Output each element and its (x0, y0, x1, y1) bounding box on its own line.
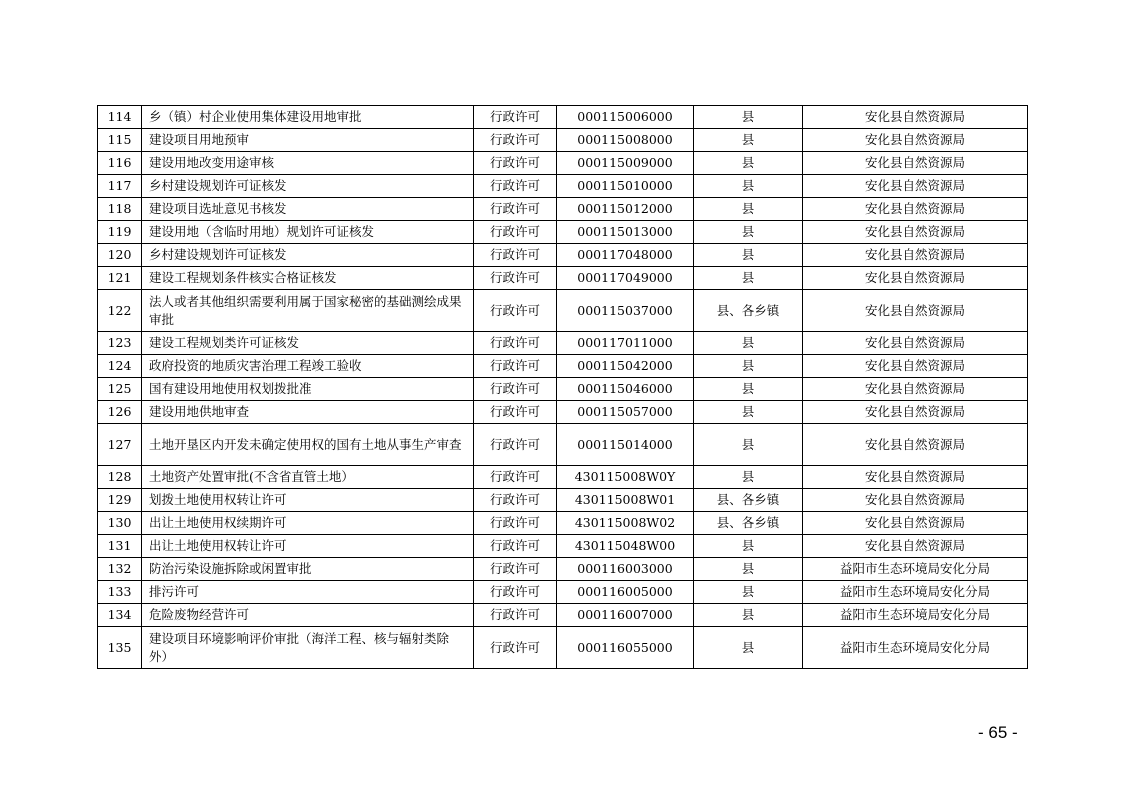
item-name: 建设项目环境影响评价审批（海洋工程、核与辐射类除外） (142, 627, 474, 669)
table-row (98, 267, 1028, 290)
item-type: 行政许可 (474, 489, 557, 512)
row-number: 130 (98, 512, 142, 535)
item-level: 县 (694, 106, 803, 129)
row-number: 134 (98, 604, 142, 627)
table-row (98, 604, 1028, 627)
table-row (98, 512, 1028, 535)
item-type: 行政许可 (474, 129, 557, 152)
item-name: 乡（镇）村企业使用集体建设用地审批 (142, 106, 474, 129)
item-name: 建设工程规划条件核实合格证核发 (142, 267, 474, 290)
item-department: 安化县自然资源局 (803, 332, 1028, 355)
item-level: 县 (694, 424, 803, 466)
item-name: 建设用地供地审查 (142, 401, 474, 424)
item-level: 县 (694, 378, 803, 401)
row-number: 128 (98, 466, 142, 489)
item-name: 建设用地改变用途审核 (142, 152, 474, 175)
table-row (98, 198, 1028, 221)
item-department: 安化县自然资源局 (803, 129, 1028, 152)
table-row (98, 581, 1028, 604)
table-row (98, 106, 1028, 129)
item-level: 县 (694, 244, 803, 267)
item-name: 危险废物经营许可 (142, 604, 474, 627)
item-name: 法人或者其他组织需要利用属于国家秘密的基础测绘成果审批 (142, 290, 474, 332)
table-row (98, 332, 1028, 355)
item-code: 000115012000 (557, 198, 694, 221)
item-department: 安化县自然资源局 (803, 401, 1028, 424)
row-number: 135 (98, 627, 142, 669)
item-type: 行政许可 (474, 378, 557, 401)
table-row (98, 290, 1028, 332)
row-number: 116 (98, 152, 142, 175)
item-level: 县 (694, 152, 803, 175)
item-type: 行政许可 (474, 466, 557, 489)
item-code: 000115009000 (557, 152, 694, 175)
row-number: 114 (98, 106, 142, 129)
item-name: 乡村建设规划许可证核发 (142, 244, 474, 267)
item-level: 县、各乡镇 (694, 512, 803, 535)
item-code: 000116007000 (557, 604, 694, 627)
item-name: 排污许可 (142, 581, 474, 604)
item-code: 430115048W00 (557, 535, 694, 558)
item-code: 430115008W0Y (557, 466, 694, 489)
item-department: 安化县自然资源局 (803, 198, 1028, 221)
table-body (98, 106, 1028, 669)
item-type: 行政许可 (474, 424, 557, 466)
item-department: 安化县自然资源局 (803, 355, 1028, 378)
row-number: 125 (98, 378, 142, 401)
table-row (98, 558, 1028, 581)
item-name: 土地开垦区内开发未确定使用权的国有土地从事生产审查 (142, 424, 474, 466)
item-department: 安化县自然资源局 (803, 244, 1028, 267)
item-table (97, 105, 1028, 669)
item-name: 出让土地使用权转让许可 (142, 535, 474, 558)
item-type: 行政许可 (474, 401, 557, 424)
item-name: 出让土地使用权续期许可 (142, 512, 474, 535)
row-number: 120 (98, 244, 142, 267)
item-code: 000117048000 (557, 244, 694, 267)
table-row (98, 221, 1028, 244)
item-department: 安化县自然资源局 (803, 424, 1028, 466)
page-number: - 65 - (978, 723, 1018, 742)
item-level: 县 (694, 198, 803, 221)
item-department: 安化县自然资源局 (803, 466, 1028, 489)
item-code: 000115046000 (557, 378, 694, 401)
item-department: 安化县自然资源局 (803, 106, 1028, 129)
table-row (98, 175, 1028, 198)
item-department: 安化县自然资源局 (803, 290, 1028, 332)
item-department: 益阳市生态环境局安化分局 (803, 581, 1028, 604)
item-level: 县 (694, 267, 803, 290)
item-code: 000115037000 (557, 290, 694, 332)
table-row (98, 355, 1028, 378)
item-name: 建设项目用地预审 (142, 129, 474, 152)
item-department: 安化县自然资源局 (803, 267, 1028, 290)
item-level: 县 (694, 581, 803, 604)
item-code: 000116005000 (557, 581, 694, 604)
item-type: 行政许可 (474, 152, 557, 175)
item-department: 安化县自然资源局 (803, 512, 1028, 535)
item-code: 000117011000 (557, 332, 694, 355)
table-row (98, 378, 1028, 401)
item-code: 000115008000 (557, 129, 694, 152)
item-type: 行政许可 (474, 290, 557, 332)
table-row (98, 489, 1028, 512)
item-department: 安化县自然资源局 (803, 489, 1028, 512)
item-code: 000115057000 (557, 401, 694, 424)
row-number: 121 (98, 267, 142, 290)
item-name: 建设项目选址意见书核发 (142, 198, 474, 221)
item-code: 430115008W01 (557, 489, 694, 512)
table-row (98, 466, 1028, 489)
item-name: 国有建设用地使用权划拨批准 (142, 378, 474, 401)
item-level: 县 (694, 604, 803, 627)
table-row (98, 424, 1028, 466)
item-type: 行政许可 (474, 332, 557, 355)
item-department: 安化县自然资源局 (803, 535, 1028, 558)
row-number: 129 (98, 489, 142, 512)
item-type: 行政许可 (474, 604, 557, 627)
item-type: 行政许可 (474, 106, 557, 129)
table-row (98, 244, 1028, 267)
row-number: 119 (98, 221, 142, 244)
item-name: 防治污染设施拆除或闲置审批 (142, 558, 474, 581)
item-type: 行政许可 (474, 175, 557, 198)
item-department: 安化县自然资源局 (803, 378, 1028, 401)
row-number: 115 (98, 129, 142, 152)
item-type: 行政许可 (474, 558, 557, 581)
row-number: 117 (98, 175, 142, 198)
table-row (98, 401, 1028, 424)
row-number: 122 (98, 290, 142, 332)
item-department: 安化县自然资源局 (803, 221, 1028, 244)
item-code: 000115013000 (557, 221, 694, 244)
item-type: 行政许可 (474, 535, 557, 558)
item-level: 县 (694, 129, 803, 152)
item-code: 000116003000 (557, 558, 694, 581)
item-name: 政府投资的地质灾害治理工程竣工验收 (142, 355, 474, 378)
item-code: 000115010000 (557, 175, 694, 198)
item-level: 县、各乡镇 (694, 290, 803, 332)
table-row (98, 627, 1028, 669)
item-level: 县 (694, 466, 803, 489)
item-level: 县 (694, 175, 803, 198)
item-type: 行政许可 (474, 512, 557, 535)
row-number: 132 (98, 558, 142, 581)
item-type: 行政许可 (474, 198, 557, 221)
item-level: 县 (694, 401, 803, 424)
table-row (98, 129, 1028, 152)
item-name: 建设用地（含临时用地）规划许可证核发 (142, 221, 474, 244)
row-number: 127 (98, 424, 142, 466)
item-code: 000115014000 (557, 424, 694, 466)
row-number: 123 (98, 332, 142, 355)
item-department: 安化县自然资源局 (803, 175, 1028, 198)
table-row (98, 535, 1028, 558)
item-level: 县 (694, 535, 803, 558)
item-level: 县 (694, 355, 803, 378)
item-department: 益阳市生态环境局安化分局 (803, 558, 1028, 581)
table-row (98, 152, 1028, 175)
item-name: 土地资产处置审批(不含省直管土地） (142, 466, 474, 489)
item-name: 乡村建设规划许可证核发 (142, 175, 474, 198)
item-code: 000116055000 (557, 627, 694, 669)
item-type: 行政许可 (474, 244, 557, 267)
item-code: 430115008W02 (557, 512, 694, 535)
item-type: 行政许可 (474, 627, 557, 669)
item-level: 县 (694, 627, 803, 669)
row-number: 118 (98, 198, 142, 221)
item-level: 县、各乡镇 (694, 489, 803, 512)
row-number: 131 (98, 535, 142, 558)
item-level: 县 (694, 221, 803, 244)
row-number: 133 (98, 581, 142, 604)
row-number: 126 (98, 401, 142, 424)
item-level: 县 (694, 558, 803, 581)
item-code: 000117049000 (557, 267, 694, 290)
item-department: 益阳市生态环境局安化分局 (803, 627, 1028, 669)
item-name: 划拨土地使用权转让许可 (142, 489, 474, 512)
item-name: 建设工程规划类许可证核发 (142, 332, 474, 355)
item-code: 000115006000 (557, 106, 694, 129)
item-type: 行政许可 (474, 221, 557, 244)
item-level: 县 (694, 332, 803, 355)
item-department: 益阳市生态环境局安化分局 (803, 604, 1028, 627)
item-department: 安化县自然资源局 (803, 152, 1028, 175)
row-number: 124 (98, 355, 142, 378)
item-type: 行政许可 (474, 355, 557, 378)
item-type: 行政许可 (474, 581, 557, 604)
item-code: 000115042000 (557, 355, 694, 378)
item-type: 行政许可 (474, 267, 557, 290)
